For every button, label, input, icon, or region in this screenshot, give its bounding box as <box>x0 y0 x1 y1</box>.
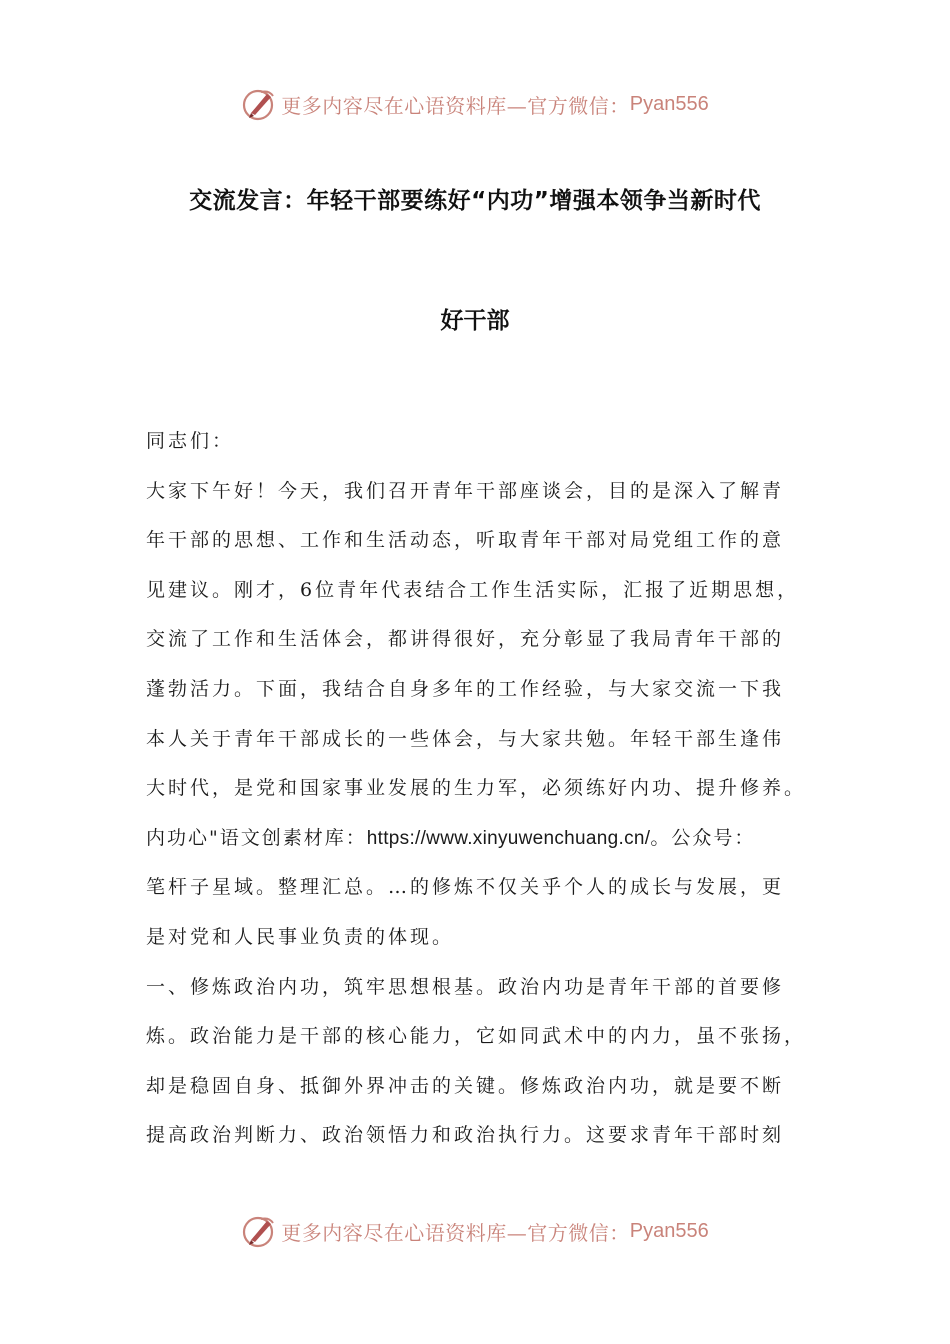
pen-logo-icon <box>241 86 277 122</box>
pen-logo-icon <box>241 1213 277 1249</box>
source-url-link[interactable]: https://www.xinyuwenchuang.cn/ <box>366 827 651 849</box>
header-banner <box>0 84 950 124</box>
banner-text: 更多内容尽在心语资料库—官方微信： <box>281 1220 630 1245</box>
footer-banner <box>0 1211 950 1251</box>
paragraph-line: 提高政治判断力、政治领悟力和政治执行力。这要求青年干部时刻 <box>146 1124 785 1147</box>
paragraph-line: 炼。政治能力是干部的核心能力，它如同武术中的内力，虽不张扬， <box>146 1025 807 1048</box>
source-prefix: 内功心"语文创素材库： <box>146 826 367 849</box>
paragraph-line: 蓬勃活力。下面，我结合自身多年的工作经验，与大家交流一下我 <box>146 677 785 700</box>
source-line <box>146 814 836 864</box>
page-title-line-1: 交流发言：年轻干部要练好“内功”增强本领争当新时代 <box>189 188 761 214</box>
paragraph-line: 交流了工作和生活体会，都讲得很好，充分彰显了我局青年干部的 <box>146 628 785 651</box>
page-title-line-2: 好干部 <box>440 308 510 334</box>
source-suffix: 。公众号： <box>650 826 756 849</box>
paragraph-line: 是对党和人民事业负责的体现。 <box>146 925 455 948</box>
greeting: 同志们： <box>146 430 235 452</box>
paragraph-line: 大家下午好！今天，我们召开青年干部座谈会，目的是深入了解青 <box>146 479 785 502</box>
paragraph-line: 见建议。刚才，6位青年代表结合工作生活实际，汇报了近期思想， <box>146 578 800 601</box>
paragraph-line: 笔杆子星域。整理汇总。…的修炼不仅关乎个人的成长与发展，更 <box>146 876 785 899</box>
paragraph-line: 大时代，是党和国家事业发展的生力军，必须练好内功、提升修养。 <box>146 777 807 800</box>
paragraph-line: 本人关于青年干部成长的一些体会，与大家共勉。年轻干部生逢伟 <box>146 727 785 750</box>
document-body <box>146 417 836 1161</box>
banner-wechat-handle: Pyan556 <box>629 92 709 115</box>
paragraph-line: 一、修炼政治内功，筑牢思想根基。政治内功是青年干部的首要修 <box>146 975 785 998</box>
paragraph-line: 却是稳固自身、抵御外界冲击的关键。修炼政治内功，就是要不断 <box>146 1074 785 1097</box>
banner-text: 更多内容尽在心语资料库—官方微信： <box>281 93 630 118</box>
banner-wechat-handle: Pyan556 <box>629 1219 709 1242</box>
paragraph-line: 年干部的思想、工作和生活动态，听取青年干部对局党组工作的意 <box>146 529 785 552</box>
